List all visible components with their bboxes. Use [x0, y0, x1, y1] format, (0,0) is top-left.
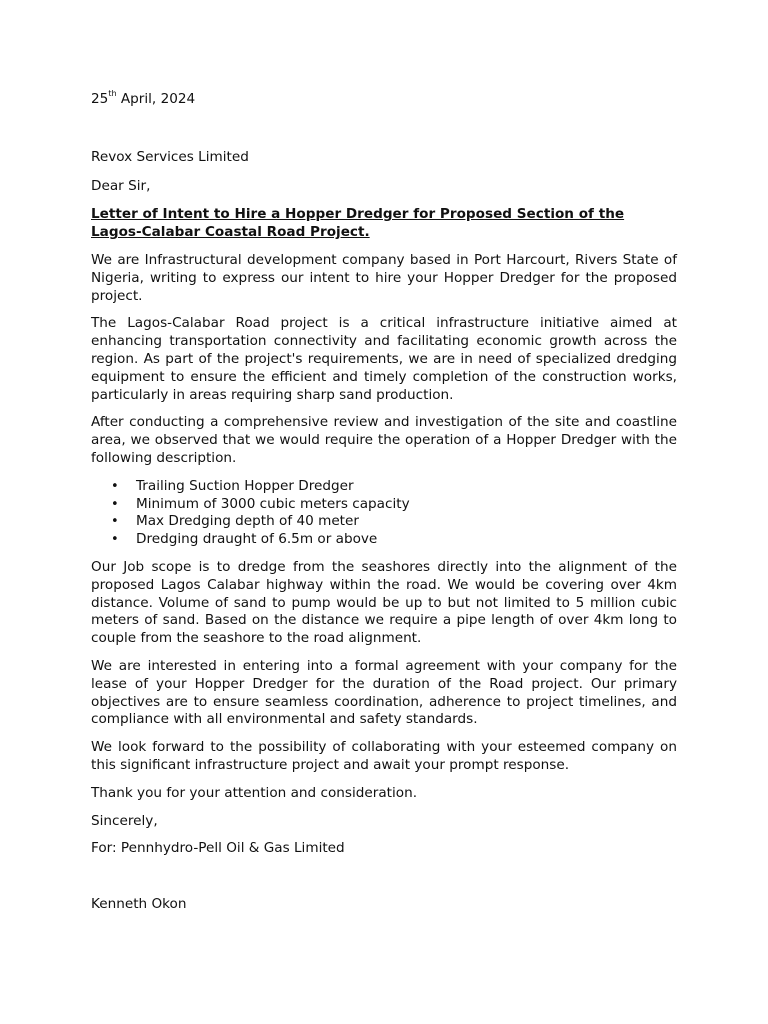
date-day: 25 — [91, 91, 109, 107]
list-item — [91, 531, 677, 549]
requirement-text: Trailing Suction Hopper Dredger — [136, 477, 354, 494]
requirement-text: Max Dredging depth of 40 meter — [136, 513, 359, 530]
agreement-paragraph: We are interested in entering into a formal agreement with your company for the lease of your Hopper Dredger for the duration of the Road project. Our primary objectives are to ensure seamless coordination, adherence to project timelines, and compliance with all environmental and safety standards. — [91, 657, 677, 728]
date-suffix: th — [108, 89, 117, 99]
signatory-name: Kenneth Okon — [91, 896, 187, 913]
subject-line: Letter of Intent to Hire a Hopper Dredger for Proposed Section of the Lagos-Calabar Coastal Road Project. — [91, 206, 625, 241]
project-paragraph: The Lagos-Calabar Road project is a critical infrastructure initiative aimed at enhancing transportation connectivity and facilitating economic growth across the region. As part of the project's requirements, we are in need of specialized dredging equipment to ensure the efficient and timely completion of the construction works, particularly in areas requiring sharp sand production. — [91, 315, 677, 403]
review-paragraph: After conducting a comprehensive review and investigation of the site and coastline area, we observed that we would require the operation of a Hopper Dredger with the following description. — [91, 414, 677, 466]
company-line: For: Pennhydro-Pell Oil & Gas Limited — [91, 840, 345, 857]
bullet-icon: • — [111, 496, 119, 512]
letter-date — [91, 91, 677, 109]
thanks-line: Thank you for your attention and consideration. — [91, 784, 418, 801]
collaboration-paragraph: We look forward to the possibility of collaborating with your esteemed company on this significant infrastructure project and await your prompt response. — [91, 739, 677, 773]
requirement-text: Minimum of 3000 cubic meters capacity — [136, 495, 410, 512]
date-month-year: April, 2024 — [116, 91, 196, 107]
bullet-icon: • — [111, 478, 119, 494]
requirements-list — [91, 478, 677, 549]
salutation: Dear Sir, — [91, 177, 151, 194]
scope-paragraph: Our Job scope is to dredge from the seashores directly into the alignment of the proposed Lagos Calabar highway within the road. We would be covering over 4km distance. Volume of sand to pump would be up to but not limited to 5 million cubic meters of sand. Based on the distance we require a pipe length of over 4km long to couple from the seashore to the road alignment. — [91, 558, 677, 647]
requirement-text: Dredging draught of 6.5m or above — [136, 531, 378, 548]
list-item — [91, 478, 677, 496]
intro-paragraph: We are Infrastructural development company based in Port Harcourt, Rivers State of Nigeria, writing to express our intent to hire your Hopper Dredger for the proposed project. — [91, 251, 677, 304]
bullet-icon: • — [111, 514, 119, 530]
list-item — [91, 496, 677, 514]
letter-page — [91, 91, 677, 914]
bullet-icon: • — [111, 532, 119, 548]
list-item — [91, 513, 677, 531]
recipient-name: Revox Services Limited — [91, 148, 249, 165]
sign-off: Sincerely, — [91, 812, 158, 829]
